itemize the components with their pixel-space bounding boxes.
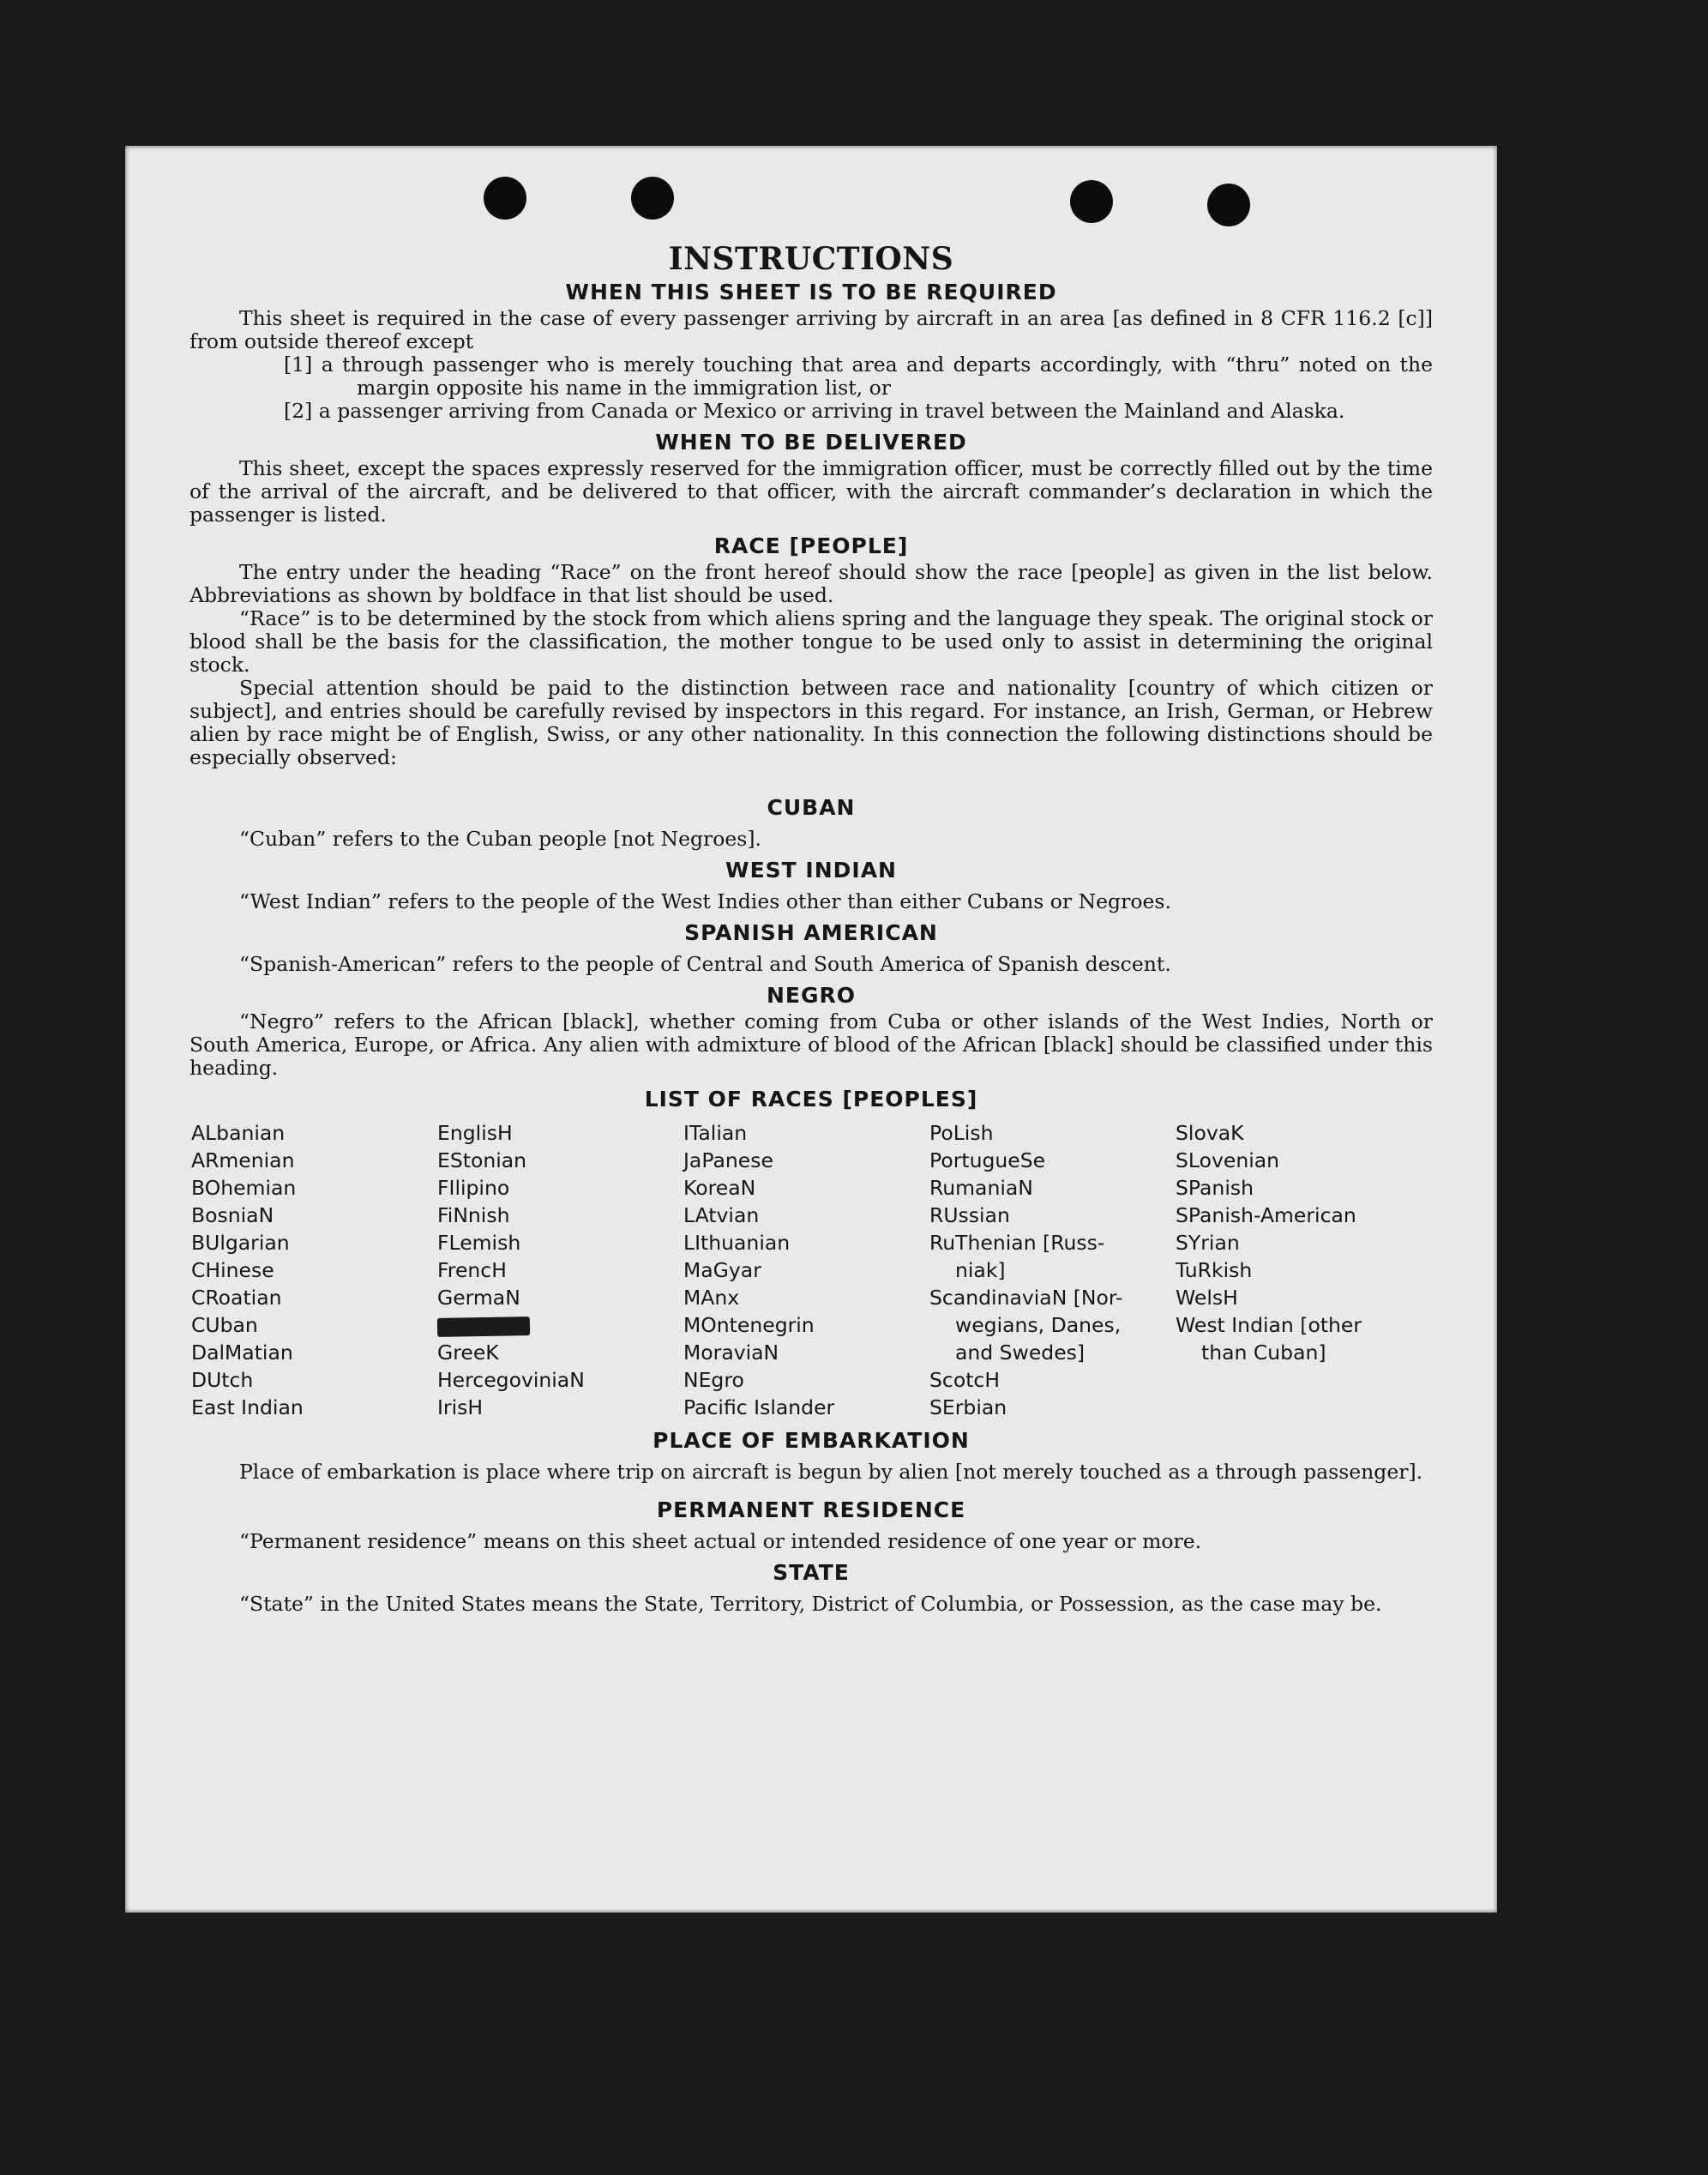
sheet-content [189, 240, 1433, 1616]
race-item: ALbanian [191, 1121, 286, 1145]
race-item: SLovenian [1176, 1148, 1280, 1172]
race-item: CRoatian [191, 1286, 282, 1310]
race-item: DalMatian [191, 1341, 293, 1365]
heading-residence: PERMANENT RESIDENCE [656, 1497, 966, 1522]
race-item: ARmenian [191, 1148, 295, 1172]
state-text: “State” in the United States means the State, Territory, District of Columbia, or Possession, as the case may be. [239, 1592, 1382, 1616]
race-item: TuRkish [1176, 1258, 1253, 1282]
race-item: SYrian [1176, 1231, 1240, 1255]
race-item: WelsH [1176, 1286, 1238, 1310]
race-item: West Indian [other than Cuban] [1176, 1313, 1362, 1365]
heading-spanish-american: SPANISH AMERICAN [684, 920, 938, 945]
west-indian-text: “West Indian” refers to the people of the West Indies other than either Cubans or Negroes. [239, 889, 1171, 913]
race-item: KoreaN [683, 1176, 756, 1200]
race-item: East Indian [191, 1395, 304, 1419]
heading-delivered: WHEN TO BE DELIVERED [655, 430, 967, 455]
race-item: SlovaK [1176, 1121, 1244, 1145]
punch-hole-4 [1207, 184, 1250, 226]
race-item: RumaniaN [929, 1176, 1033, 1200]
race-item: BosniaN [191, 1203, 274, 1227]
negro-text: “Negro” refers to the African [black], whether coming from Cuba or other islands of the West Indies, North or South America, Europe, or Africa. Any alien with admixture of blood of the African [black] should be classified under this heading. [189, 1009, 1433, 1080]
race-item: FIlipino [437, 1176, 510, 1200]
spanish-american-text: “Spanish-American” refers to the people of Central and South America of Spanish descent. [239, 952, 1171, 976]
race-item: SErbian [929, 1395, 1007, 1419]
heading-state: STATE [773, 1560, 850, 1585]
race-item: NEgro [683, 1368, 744, 1392]
heading-negro: NEGRO [766, 983, 857, 1008]
races-list [191, 1119, 1433, 1421]
race-item: SPanish-American [1176, 1203, 1356, 1227]
punch-hole-1 [484, 177, 526, 220]
required-item-1: [1] a through passenger who is merely touching that area and departs accordingly, with “thru” noted on the margin opposite his name in the immigration list, or [284, 352, 1433, 400]
race-item: LIthuanian [683, 1231, 791, 1255]
heading-embarkation: PLACE OF EMBARKATION [653, 1428, 970, 1453]
heading-list-of-races: LIST OF RACES [PEOPLES] [644, 1087, 978, 1112]
race-item: CHinese [191, 1258, 274, 1282]
race-item: BOhemian [191, 1176, 297, 1200]
heading-race: RACE [PEOPLE] [713, 533, 909, 558]
race-item: GermaN [437, 1286, 520, 1310]
race-item: Pacific Islander [683, 1395, 835, 1419]
race-item: PortugueSe [929, 1148, 1046, 1172]
punch-hole-3 [1070, 180, 1113, 223]
race-item: ScotcH [929, 1368, 1001, 1392]
race-item: HercegoviniaN [437, 1368, 585, 1392]
residence-text: “Permanent residence” means on this sheet actual or intended residence of one year or more. [239, 1529, 1202, 1553]
race-item: SPanish [1176, 1176, 1254, 1200]
race-item: LAtvian [683, 1203, 760, 1227]
races-column-1 [191, 1119, 437, 1421]
required-item-2: [2] a passenger arriving from Canada or Mexico or arriving in travel between the Mainland and Alaska. [284, 399, 1345, 423]
heading-west-indian: WEST INDIAN [725, 858, 897, 883]
race-item: MAnx [683, 1286, 740, 1310]
race-item: FLemish [437, 1231, 521, 1255]
cuban-text: “Cuban” refers to the Cuban people [not Negroes]. [239, 827, 762, 851]
required-intro: This sheet is required in the case of every passenger arriving by aircraft in an area [as defined in 8 CFR 116.2 [c]] from outside thereof except [189, 306, 1433, 353]
race-item: MOntenegrin [683, 1313, 815, 1337]
race-item: EnglisH [437, 1121, 513, 1145]
race-item: IrisH [437, 1395, 484, 1419]
race-item: PoLish [929, 1121, 994, 1145]
race-item: ScandinaviaN [Nor- wegians, Danes, and Swedes] [929, 1286, 1123, 1365]
race-paragraph-1: The entry under the heading “Race” on the front hereof should show the race [people] as given in the list below. Abbreviations as shown by boldface in that list should be used. [189, 560, 1433, 607]
heading-required: WHEN THIS SHEET IS TO BE REQUIRED [565, 280, 1057, 304]
race-item: DUtch [191, 1368, 254, 1392]
redaction-mark [437, 1316, 530, 1337]
races-column-5 [1176, 1119, 1433, 1421]
heading-cuban: CUBAN [767, 795, 856, 820]
race-item: RuThenian [Russ- niak] [929, 1231, 1105, 1282]
race-paragraph-2: “Race” is to be determined by the stock from which aliens spring and the language they speak. The original stock or blood shall be the basis for the classification, the mother tongue to be used only to assist in determining the original stock. [189, 606, 1433, 677]
race-item: JaPanese [683, 1148, 773, 1172]
race-item: EStonian [437, 1148, 527, 1172]
race-item: MoraviaN [683, 1341, 779, 1365]
races-column-3 [683, 1119, 929, 1421]
race-item: FrencH [437, 1258, 507, 1282]
punch-hole-2 [631, 177, 674, 220]
race-item: RUssian [929, 1203, 1010, 1227]
embarkation-text: Place of embarkation is place where trip on aircraft is begun by alien [not merely touched as a through passenger]. [239, 1460, 1423, 1484]
race-item: FiNnish [437, 1203, 510, 1227]
race-item: BUlgarian [191, 1231, 290, 1255]
race-item-redacted [437, 1311, 683, 1339]
page-title: INSTRUCTIONS [668, 241, 954, 277]
instruction-sheet [125, 146, 1497, 1913]
delivered-text: This sheet, except the spaces expressly reserved for the immigration officer, must be correctly filled out by the time of the arrival of the aircraft, and be delivered to that officer, with the aircraft commander’s declaration in which the passenger is listed. [189, 456, 1433, 527]
race-paragraph-3: Special attention should be paid to the distinction between race and nationality [country of which citizen or subject], and entries should be carefully revised by inspectors in this regard. For instance, an Irish, German, or Hebrew alien by race might be of English, Swiss, or any other nationality. In this connection the following distinctions should be especially observed: [189, 676, 1433, 769]
race-item: CUban [191, 1313, 258, 1337]
races-column-4 [929, 1119, 1176, 1421]
race-item: GreeK [437, 1341, 499, 1365]
race-item: MaGyar [683, 1258, 761, 1282]
races-column-2 [437, 1119, 683, 1421]
race-item: ITalian [683, 1121, 748, 1145]
